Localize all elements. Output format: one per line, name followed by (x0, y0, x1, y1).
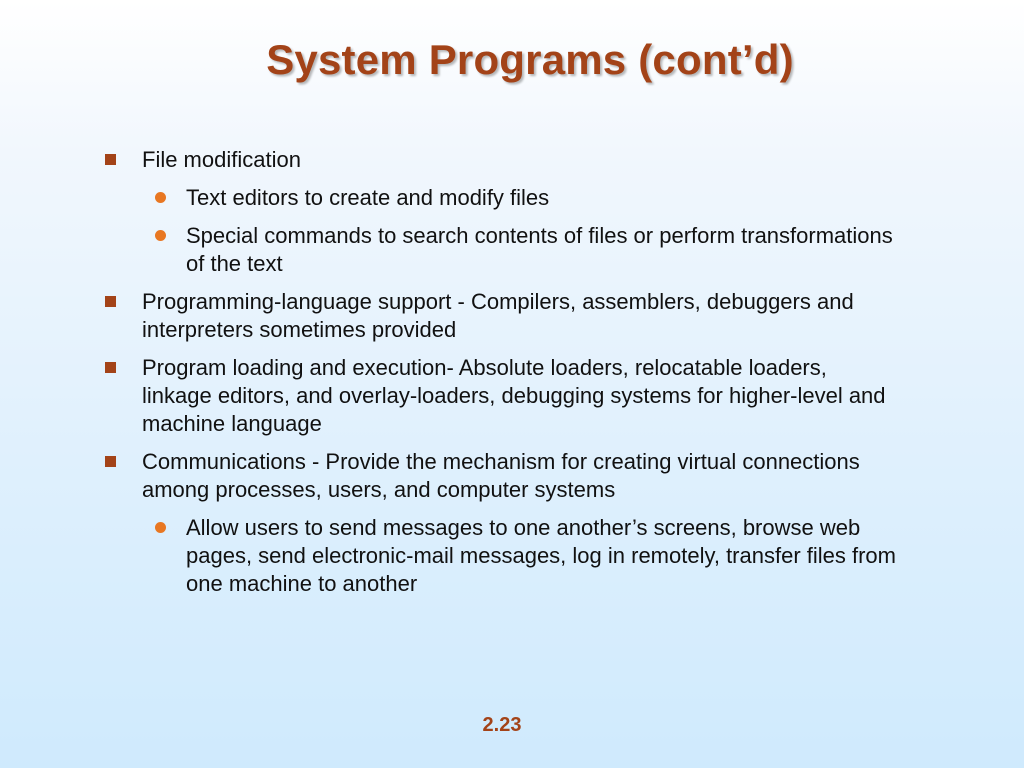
square-bullet-icon (105, 456, 116, 467)
bullet-item-communications (100, 448, 900, 504)
square-bullet-icon (105, 296, 116, 307)
bullet-text: Special commands to search contents of files or perform transformations of the text (186, 223, 893, 276)
bullet-text: Allow users to send messages to one another’s screens, browse web pages, send electronic-mail messages, log in remotely, transfer files from one machine to another (186, 515, 896, 596)
square-bullet-icon (105, 154, 116, 165)
round-bullet-icon (155, 522, 166, 533)
sub-bullet-item-text-editors (100, 184, 900, 212)
bullet-text: File modification (142, 147, 301, 172)
bullet-text: Program loading and execution- Absolute loaders, relocatable loaders, linkage editors, and overlay-loaders, debugging systems for higher-level and machine language (142, 355, 886, 436)
bullet-list (100, 146, 900, 598)
bullet-item-file-modification (100, 146, 900, 174)
round-bullet-icon (155, 230, 166, 241)
slide-title: System Programs (cont’d) (266, 36, 794, 83)
sub-bullet-item-special-commands (100, 222, 900, 278)
bullet-item-programming-language-support (100, 288, 900, 344)
bullet-text: Programming-language support - Compilers, assemblers, debuggers and interpreters sometimes provided (142, 289, 854, 342)
square-bullet-icon (105, 362, 116, 373)
bullet-item-program-loading (100, 354, 900, 438)
sub-bullet-item-allow-users (100, 514, 900, 598)
bullet-text: Text editors to create and modify files (186, 185, 550, 210)
page-number: 2.23 (482, 714, 522, 736)
round-bullet-icon (155, 192, 166, 203)
bullet-text: Communications - Provide the mechanism for creating virtual connections among processes, users, and computer systems (142, 449, 860, 502)
